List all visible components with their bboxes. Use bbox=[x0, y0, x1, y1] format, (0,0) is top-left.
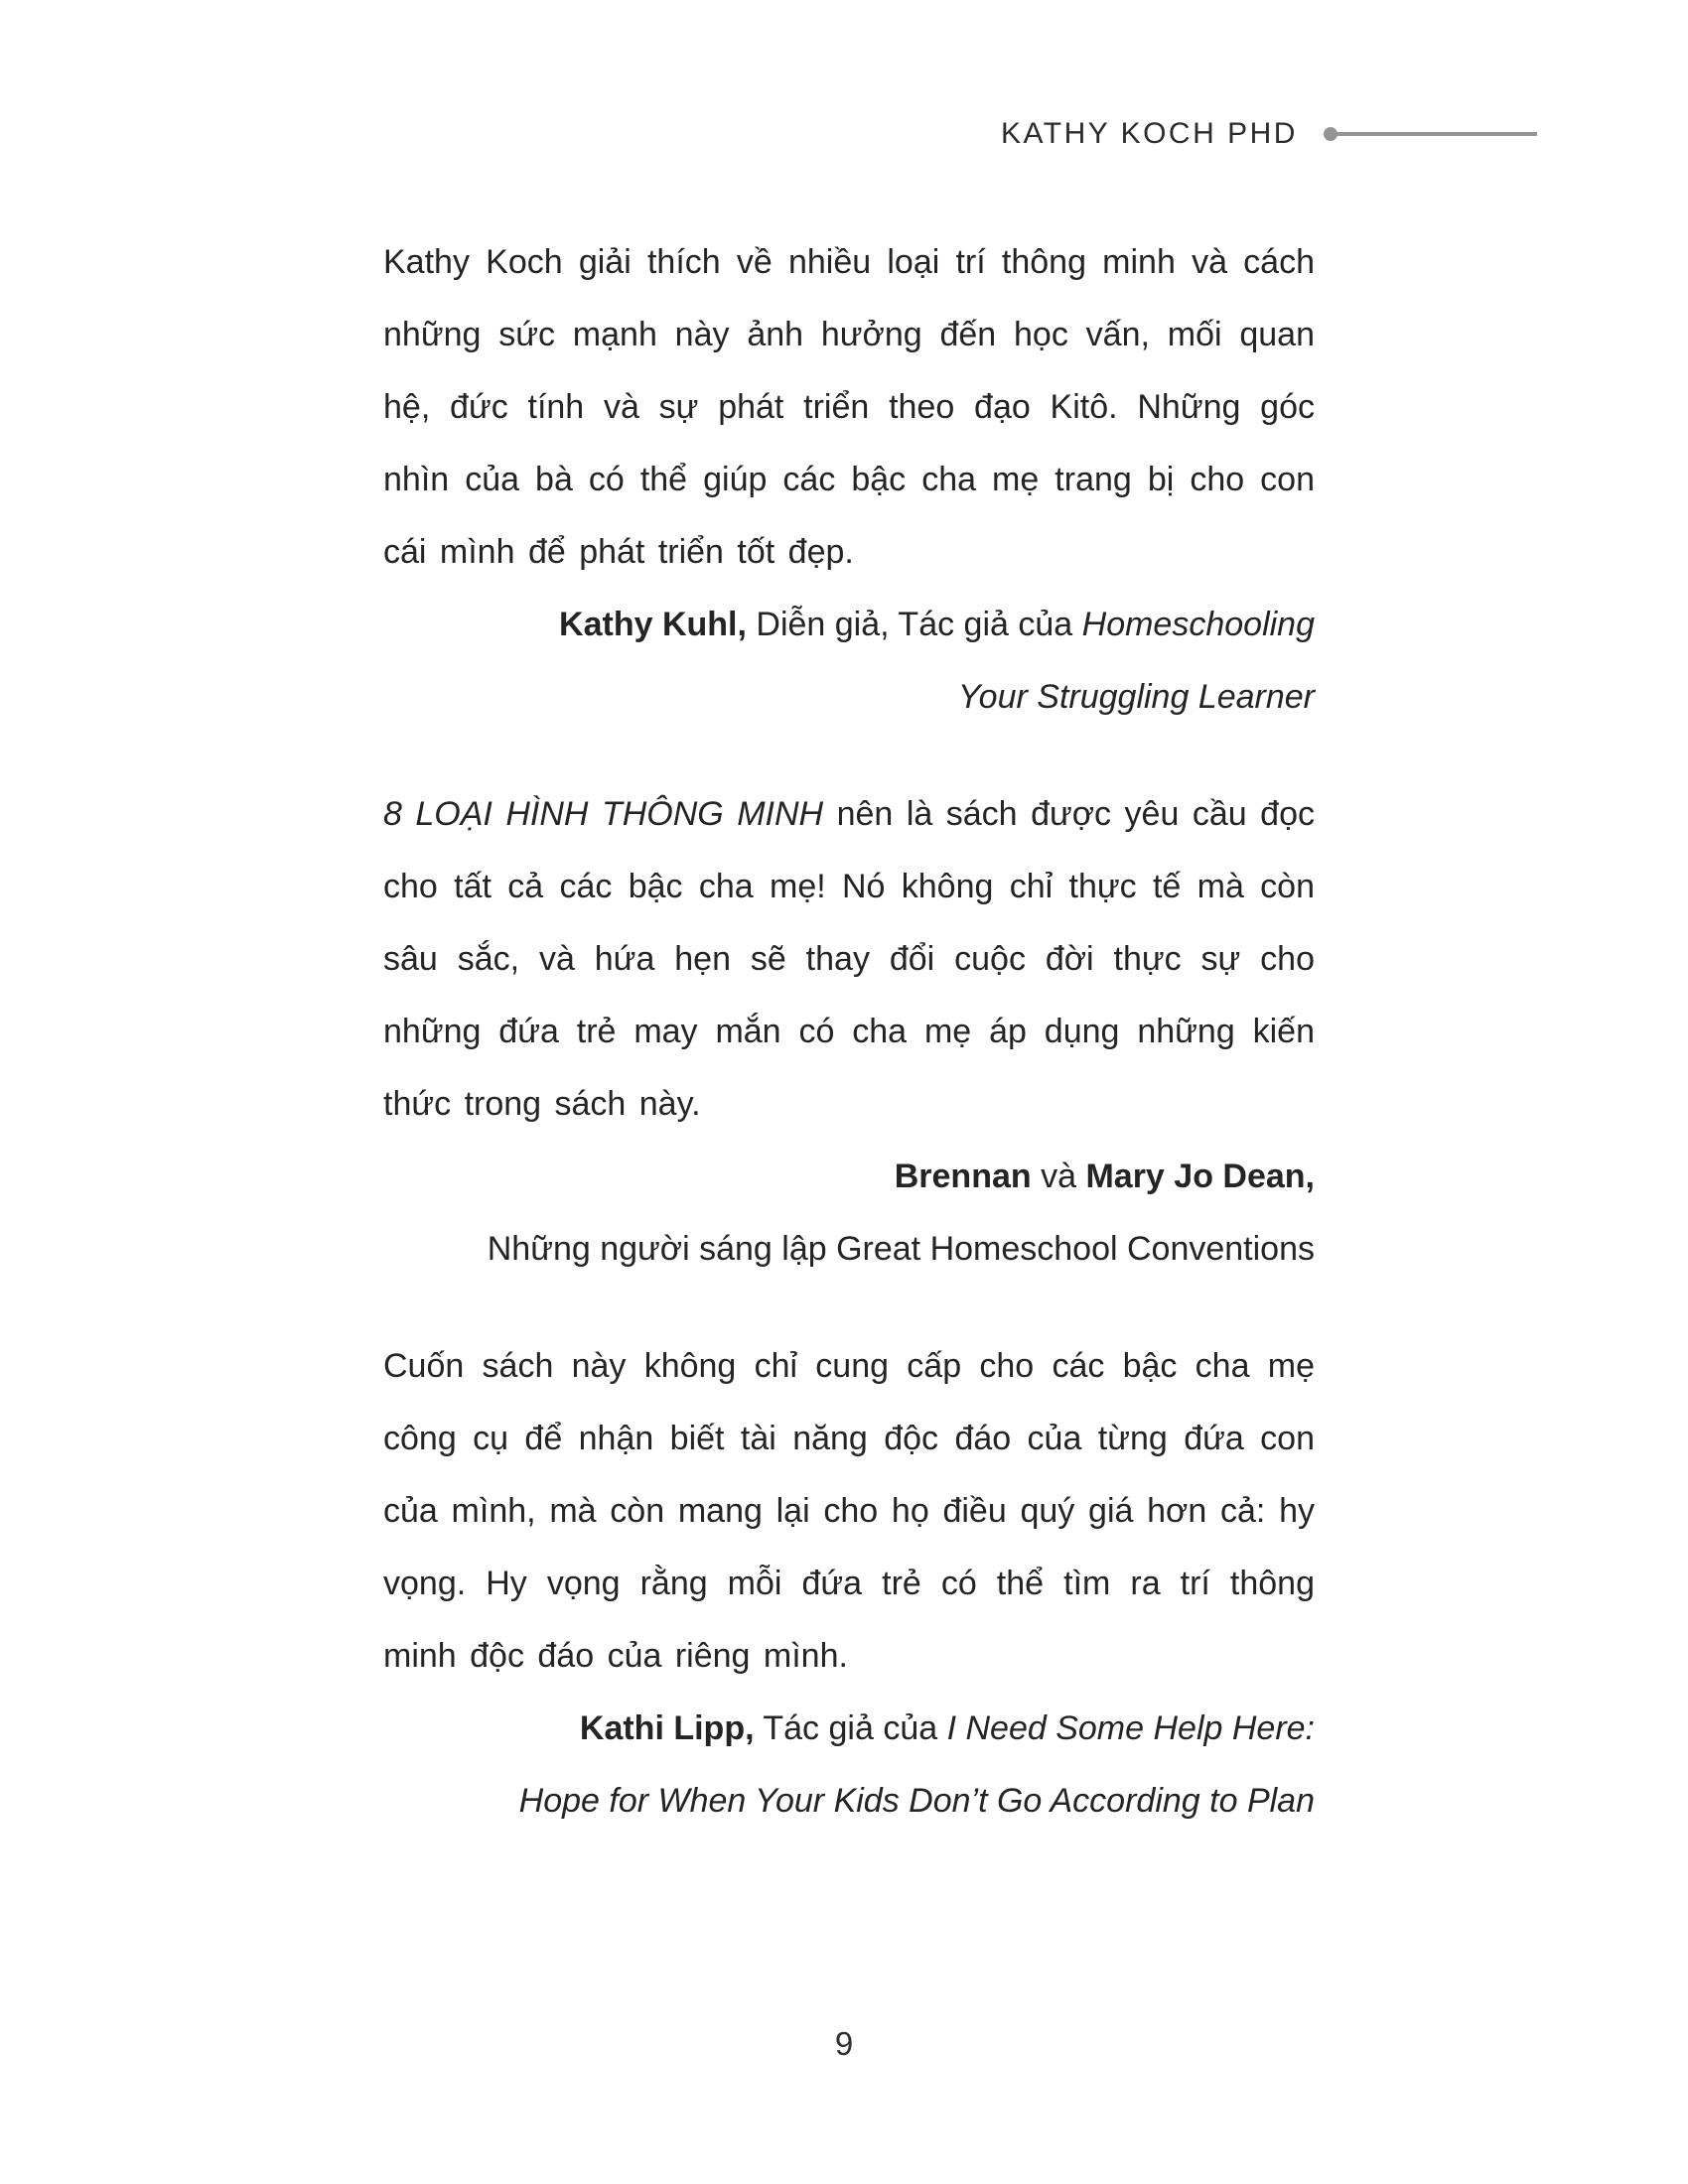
attribution-line bbox=[383, 1693, 1315, 1765]
header-rule bbox=[1324, 127, 1537, 141]
book-title: Hope for When Your Kids Don’t Go According to Plan bbox=[518, 1782, 1315, 1820]
endorser-name: Brennan bbox=[894, 1158, 1032, 1195]
running-header-title: KATHY KOCH PHD bbox=[1001, 117, 1298, 150]
endorser-name: Mary Jo Dean, bbox=[1085, 1158, 1315, 1195]
running-header bbox=[1001, 117, 1537, 151]
attribution-line bbox=[383, 661, 1315, 734]
page-number: 9 bbox=[834, 2025, 854, 2062]
testimonial-attribution-1 bbox=[383, 589, 1315, 734]
book-title: Your Struggling Learner bbox=[957, 678, 1315, 716]
endorser-role: Những người sáng lập Great Homeschool Conventions bbox=[487, 1230, 1315, 1268]
book-title-reference: 8 LOẠI HÌNH THÔNG MINH bbox=[383, 795, 824, 833]
quote-text: Kathy Koch giải thích về nhiều loại trí thông minh và cách những sức mạnh này ảnh hưởng đến học vấn, mối quan hệ, đức tính và sự phát triển theo đạo Kitô. Những góc nhìn của bà có thể giúp các bậc cha mẹ trang bị cho con cái mình để phát triển tốt đẹp. bbox=[383, 243, 1315, 571]
endorser-name: Kathi Lipp, bbox=[579, 1709, 755, 1747]
endorser-role: Diễn giả, Tác giả của bbox=[746, 606, 1082, 643]
testimonial-quote-1 bbox=[383, 226, 1315, 589]
attribution-line bbox=[383, 589, 1315, 661]
testimonial-quote-3 bbox=[383, 1330, 1315, 1693]
endorser-name: Kathy Kuhl, bbox=[559, 606, 747, 643]
attribution-line bbox=[383, 1765, 1315, 1838]
conjunction: và bbox=[1031, 1158, 1086, 1195]
attribution-line bbox=[383, 1213, 1315, 1286]
quote-text: nên là sách được yêu cầu đọc cho tất cả các bậc cha mẹ! Nó không chỉ thực tế mà còn sâu sắc, và hứa hẹn sẽ thay đổi cuộc đời thực sự cho những đứa trẻ may mắn có cha mẹ áp dụng những kiến thức trong sách này. bbox=[383, 795, 1315, 1123]
endorsements-section bbox=[383, 226, 1315, 1882]
testimonial-quote-2 bbox=[383, 778, 1315, 1141]
quote-text: Cuốn sách này không chỉ cung cấp cho các bậc cha mẹ công cụ để nhận biết tài năng độc đáo của từng đứa con của mình, mà còn mang lại cho họ điều quý giá hơn cả: hy vọng. Hy vọng rằng mỗi đứa trẻ có thể tìm ra trí thông minh độc đáo của riêng mình. bbox=[383, 1347, 1315, 1675]
header-rule-dot-icon bbox=[1324, 127, 1337, 141]
endorser-role: Tác giả của bbox=[754, 1709, 947, 1747]
header-rule-line bbox=[1336, 132, 1537, 136]
attribution-line bbox=[383, 1141, 1315, 1213]
book-title: I Need Some Help Here: bbox=[946, 1709, 1315, 1747]
testimonial-attribution-3 bbox=[383, 1693, 1315, 1838]
book-title: Homeschooling bbox=[1081, 606, 1315, 643]
testimonial-attribution-2 bbox=[383, 1141, 1315, 1286]
